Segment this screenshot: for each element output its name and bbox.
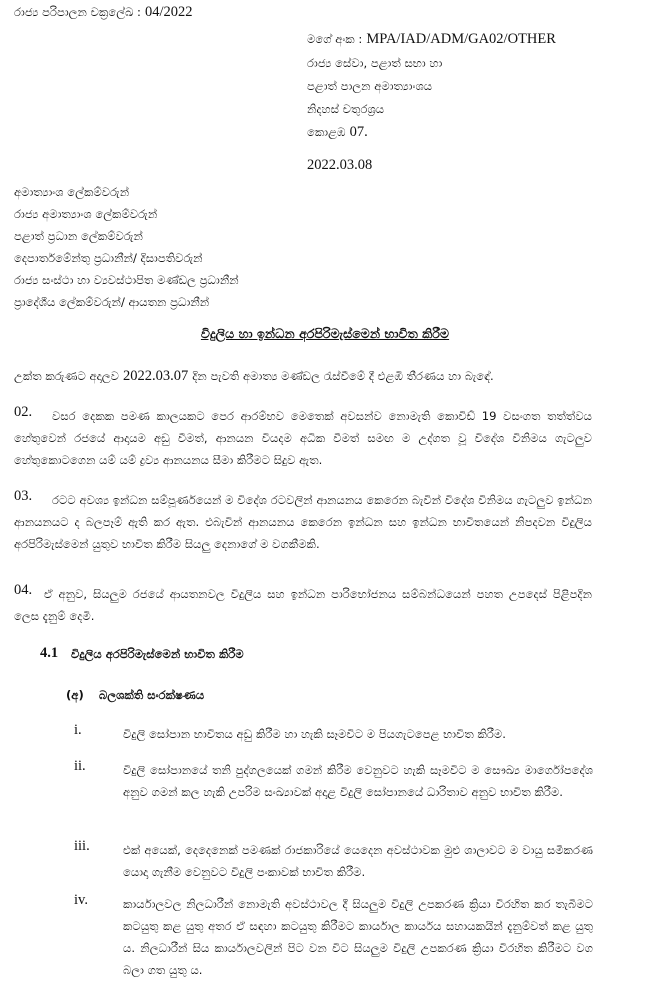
item-number: iii. [74,838,90,854]
recipient-line: පළාත් ප්‍රධාන ලේකම්වරුන් [14,229,143,243]
para-04-number: 04. [14,582,33,598]
ministry-line-2: පළාත් පාලන අමාත්‍යාංශය [307,79,433,93]
letter-date: 2022.03.08 [307,157,373,173]
intro-paragraph [14,368,494,385]
item-number: i. [74,722,82,738]
reference-label: මගේ අංක : [307,32,363,46]
address-city [307,124,368,141]
item-text: විදුලි සෝපානයේ තනි පුද්ගලයෙක් ගමන් කිරීම වෙනුවට හැකි සෑමවිට ම සෞඛ්‍ය මාර්ගෝපදේශ අනුව ගමන් කල හැකි උපරිම සංඛ්‍යාවක් අදාළ විදුලි සෝපානයේ ධාරිතාව අනුව භාවිත කිරීම. [123,763,593,799]
subsection-a-label: (අ) [66,688,84,702]
city-number: 07. [349,124,368,140]
para-04-text: ඒ අනුව, සියලුම රජයේ ආයතනවල විදුලිය සහ ඉන්ධන පාරිභෝජනය සම්බන්ධයෙන් පහත උපදෙස් පිළිපදින ලෙස දැනුම් දෙමි. [14,587,592,623]
para-03-text: රටට අවශ්‍ය ඉන්ධන සම්පූර්ණයෙන් ම විදේශ රටවලින් ආනයනය කෙරෙන බැවින් විදේශ විනිමය ගැටලුව ඉන්ධන ආනයනයට ද බලපෑම් ඇති කර ඇත. එබැවින් ආනයනය කෙරෙන ඉන්ධන සහ ඉන්ධන භාවිතයෙන් නිපදවන විදුලිය අරපිරිමැස්මෙන් යුතුව භාවිත කිරීම සියලු දෙනාගේ ම වගකීමකි. [14,493,592,551]
subsection-a-title: බලශක්ති සංරක්ෂණය [99,688,205,702]
para-02-text: වසර දෙකක පමණ කාලයකට පෙර ආරම්භව මෙතෙක් අවසන්ව නොමැති කොවිඩ් 19 වසංගත තත්ත්වය හේතුවෙන් රජයේ ආදායම අඩු වීමත්, ආනයන වියදම අධික වීමත් සමඟ ම උද්ගත වූ විදේශ විනිමය ගැටලුව හේතුකොටගෙන යම් යම් ද්‍රව්‍ය ආනයනය සීමා කිරීමට සිදුව ඇත. [14,409,592,467]
section-4-1-title: විදුලිය අරපිරිමැස්මෙන් භාවිත කිරීම [71,647,244,661]
intro-pre: උක්ත කරුණට අදාලව [14,369,119,383]
item-number: ii. [74,758,86,774]
intro-post: දින පැවති අමාත්‍ය මණ්ඩල රැස්වීමේ දී එළඹි තීරණය හා බැඳේ. [192,369,494,383]
address-line-1: නිදහස් චතුරශ්‍රය [307,102,385,116]
intro-date: 2022.03.07 [123,368,189,384]
reference-line [307,31,556,48]
item-text: විදුලි සෝපාන භාවිතය අඩු කිරීම හා හැකි සෑමවිට ම පියගැටපෙළ භාවිත කිරීම. [123,727,506,741]
circular-label: රාජ්‍ය පරිපාලන චක්‍රලේඛ : [14,5,141,19]
recipient-line: දෙපාර්තමේන්තු ප්‍රධානීන්/ දිසාපතිවරුන් [14,251,203,265]
circular-number: 04/2022 [144,4,193,20]
city-name: කොළඹ [307,125,346,139]
para-02-number: 02. [14,404,33,420]
section-4-1-number: 4.1 [40,645,59,661]
circular-header [14,4,193,21]
ministry-line-1: රාජ්‍ය සේවා, පළාත් සභා හා [307,56,443,70]
recipient-line: අමාත්‍යාංශ ලේකම්වරුන් [14,185,130,199]
reference-number: MPA/IAD/ADM/GA02/OTHER [366,31,556,47]
para-03-number: 03. [14,488,33,504]
item-text: එක් අයෙක්, දෙදෙනෙක් පමණක් රාජකාරියේ යෙදෙන අවස්ථාවක මුළු ශාලාවට ම වායු සමීකරණ යොදා ගැනීම වෙනුවට විදුලි පංකාවක් භාවිත කිරීම. [123,843,593,879]
recipient-line: රාජ්‍ය අමාත්‍යාංශ ලේකම්වරුන් [14,207,158,221]
recipient-line: ප්‍රාදේශීය ලේකම්වරුන්/ ආයතන ප්‍රධානීන් [14,295,210,309]
document-title: විදුලිය හා ඉන්ධන අරපිරිමැස්මෙන් භාවිත කිරීම [200,326,450,341]
item-text: කාර්යාලවල නිලධාරීන් නොමැති අවස්ථාවල දී සියලුම විදුලි උපකරණ ක්‍රියා විරහිත කර තැබීමට කටයුතු කළ යුතු අතර ඒ සඳහා කටයුතු කිරීමට කාර්යාල කාර්යය සහායකයින් දැනුම්වත් කළ යුතු ය. නිලධාරීන් සිය කාර්යාලවලින් පිට වන විට සියලුම විදුලි උපකරණ ක්‍රියා විරහිත කිරීමට වග බලා ගත යුතු ය. [123,897,593,977]
item-number: iv. [74,892,88,908]
recipient-line: රාජ්‍ය සංස්ථා හා ව්‍යවස්ථාපිත මණ්ඩල ප්‍රධානීන් [14,273,239,287]
